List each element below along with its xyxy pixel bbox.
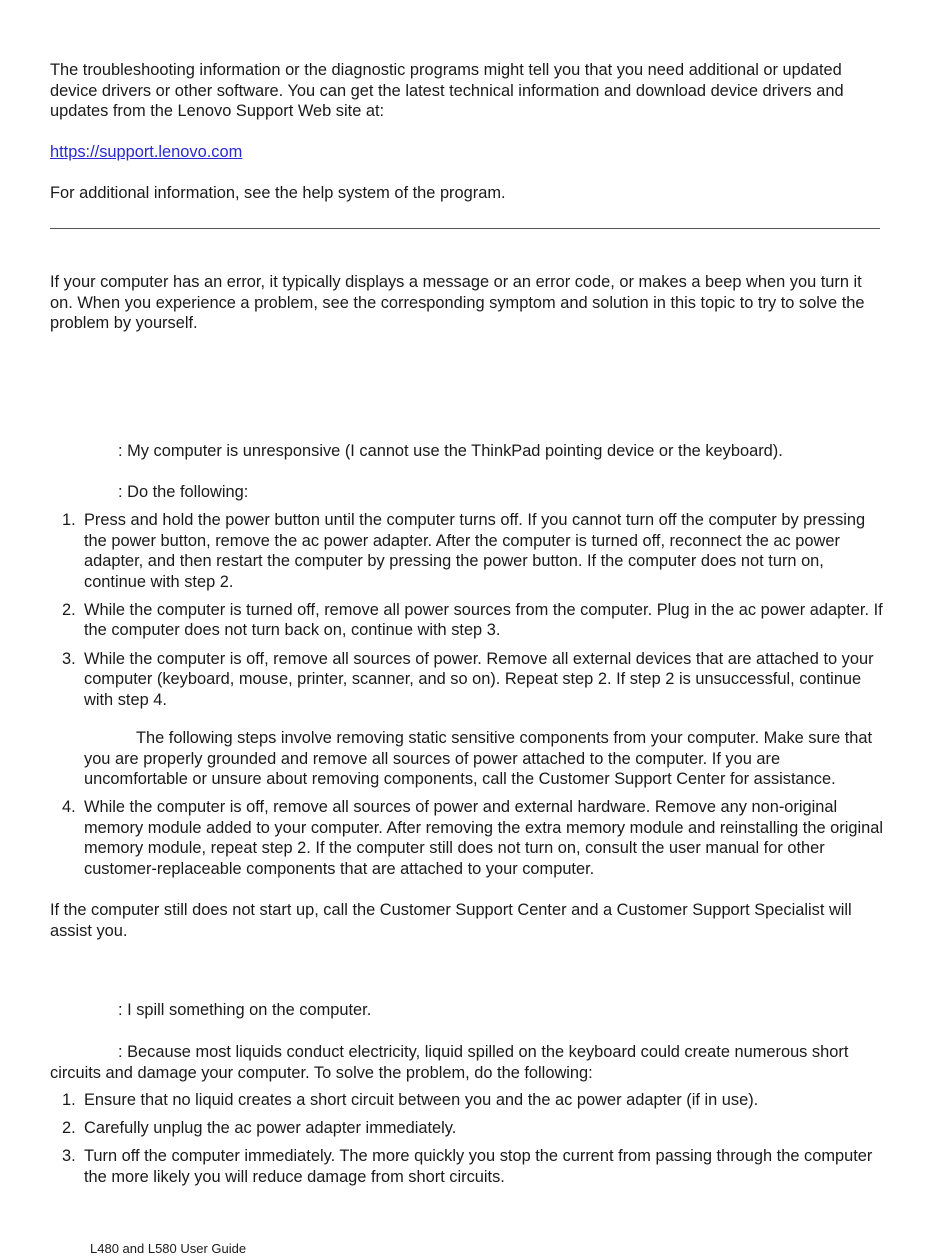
solution-1-steps <box>50 510 885 718</box>
solution-2-steps <box>50 1090 885 1195</box>
errors-intro-paragraph: If your computer has an error, it typically displays a message or an error code, or makes a beep when you turn it on. When you experience a problem, see the corresponding symptom and solution in this topic to try to solve the problem by yourself. <box>50 273 865 333</box>
support-closing-text: If the computer still does not start up, call the Customer Support Center and a Customer Support Specialist will assist you. <box>50 901 852 940</box>
lenovo-support-link[interactable]: https://support.lenovo.com <box>50 143 243 161</box>
list-item: 4. While the computer is off, remove all sources of power and external hardware. Remove any non-original memory module added to your computer. After removing the extra memory module and reinstalling the original memory module, repeat step 2. If the computer still does not turn on, consult the user manual for other customer-replaceable components that are attached to your computer. <box>62 798 883 878</box>
problem-1-label: : My computer is unresponsive (I cannot use the ThinkPad pointing device or the keyboard). <box>118 442 783 460</box>
list-item: 2. While the computer is turned off, remove all power sources from the computer. Plug in the ac power adapter. If the computer does not turn back on, continue with step 3. <box>62 600 883 640</box>
additional-info-text: For additional information, see the help system of the program. <box>50 184 506 202</box>
section-divider <box>50 228 880 229</box>
static-warning-note: The following steps involve removing static sensitive components from your computer. Make sure that you are properly grounded and remove all sources of power attached to the computer. If you are uncomfortable or unsure about removing components, call the Customer Support Center for assistance. <box>84 729 873 789</box>
list-item: 3. Turn off the computer immediately. The more quickly you stop the current from passing through the computer the more likely you will reduce damage from short circuits. <box>62 1147 873 1186</box>
intro-paragraph: The troubleshooting information or the diagnostic programs might tell you that you need additional or updated device drivers or other software. You can get the latest technical information and download device drivers and updates from the Lenovo Support Web site at: <box>50 61 844 121</box>
solution-1-step-4 <box>50 797 885 887</box>
solution-2-text: : Because most liquids conduct electricity, liquid spilled on the keyboard could create numerous short circuits and damage your computer. To solve the problem, do the following: <box>50 1043 849 1082</box>
page-footer: L480 and L580 User Guide <box>90 1241 247 1256</box>
list-item: 2. Carefully unplug the ac power adapter immediately. <box>62 1119 457 1138</box>
problem-2-label: : I spill something on the computer. <box>118 1001 372 1019</box>
list-item: 1. Press and hold the power button until the computer turns off. If you cannot turn off the computer by pressing the power button, remove the ac power adapter. After the computer is turned off, reconnect the ac power adapter, and then restart the computer by pressing the power button. If the computer does not turn on, continue with step 2. <box>62 511 866 591</box>
list-item: 3. While the computer is off, remove all sources of power. Remove all external devices that are attached to your computer (keyboard, mouse, printer, scanner, and so on). Repeat step 2. If step 2 is unsuccessful, continue with step 4. <box>62 649 874 709</box>
list-item: 1. Ensure that no liquid creates a short circuit between you and the ac power adapter (if in use). <box>62 1091 759 1109</box>
solution-1-label: : Do the following: <box>118 483 249 501</box>
